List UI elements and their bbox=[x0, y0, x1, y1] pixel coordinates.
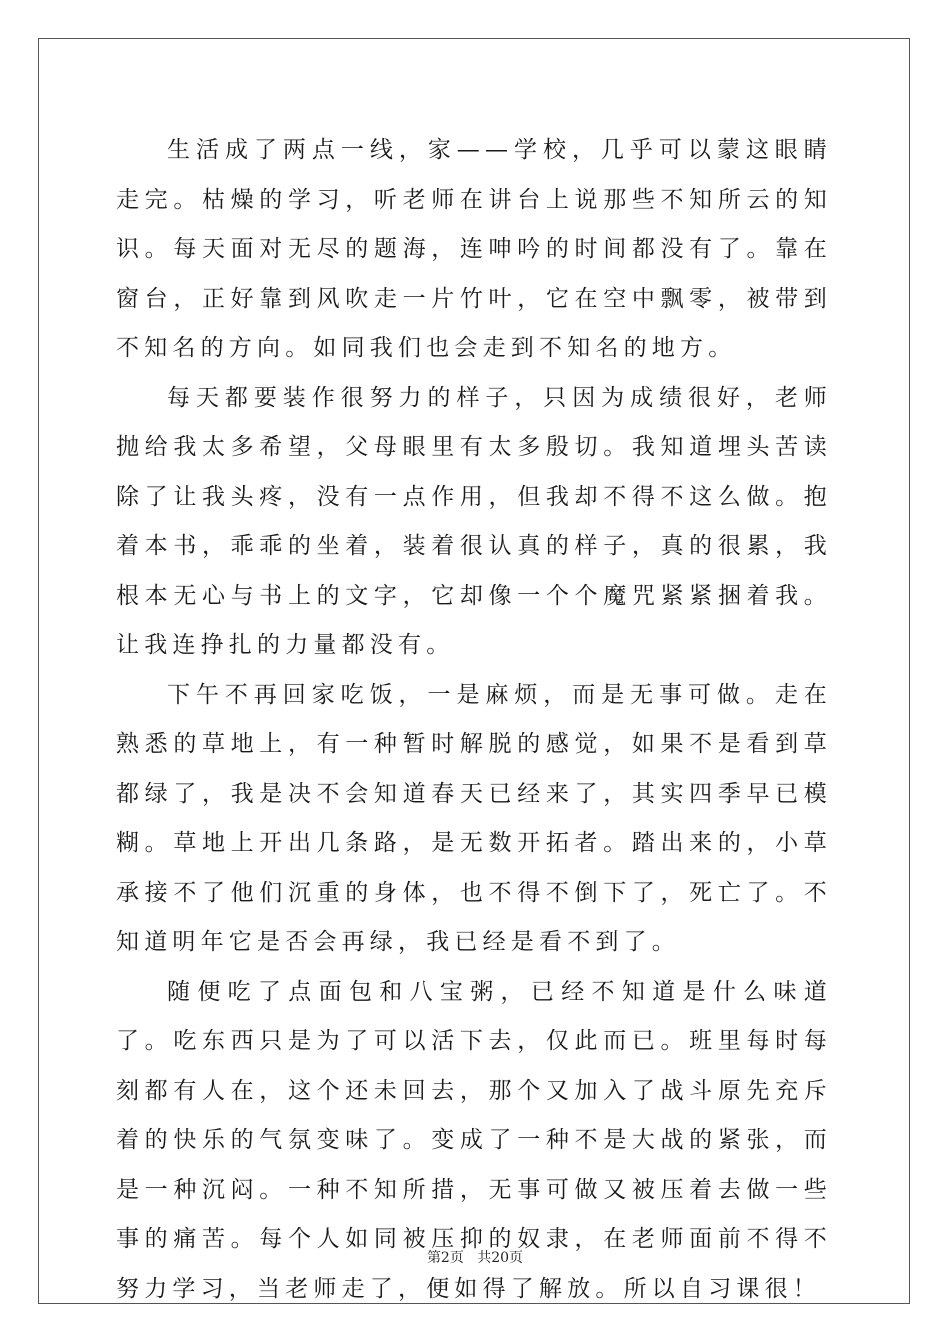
current-page-label: 第2页 bbox=[426, 1250, 464, 1266]
document-body bbox=[116, 126, 832, 1314]
paragraph-1: 生活成了两点一线，家——学校，几乎可以蒙这眼睛走完。枯燥的学习，听老师在讲台上说那些不知所云的知识。每天面对无尽的题海，连呻吟的时间都没有了。靠在窗台，正好靠到风吹走一片竹叶，它在空中飘零，被带到不知名的方向。如同我们也会走到不知名的地方。 bbox=[116, 137, 832, 361]
paragraph-3: 下午不再回家吃饭，一是麻烦，而是无事可做。走在熟悉的草地上，有一种暂时解脱的感觉，如果不是看到草都绿了，我是决不会知道春天已经来了，其实四季早已模糊。草地上开出几条路，是无数开拓者。踏出来的，小草承接不了他们沉重的身体，也不得不倒下了，死亡了。不知道明年它是否会再绿，我已经是看不到了。 bbox=[116, 681, 832, 955]
paragraph-4: 随便吃了点面包和八宝粥，已经不知道是什么味道了。吃东西只是为了可以活下去，仅此而已。班里每时每刻都有人在，这个还未回去，那个又加入了战斗原先充斥着的快乐的气氛变味了。变成了一种不是大战的紧张，而是一种沉闷。一种不知所措，无事可做又被压着去做一些事的痛苦。每个人如同被压抑的奴隶，在老师面前不得不努力学习，当老师走了，便如得了解放。所以自习课很！ bbox=[116, 978, 832, 1302]
paragraph-2: 每天都要装作很努力的样子，只因为成绩很好，老师抛给我太多希望，父母眼里有太多殷切。我知道埋头苦读除了让我头疼，没有一点作用，但我却不得不这么做。抱着本书，乖乖的坐着，装着很认真的样子，真的很累，我根本无心与书上的文字，它却像一个个魔咒紧紧捆着我。让我连挣扎的力量都没有。 bbox=[116, 384, 832, 658]
page-footer bbox=[0, 1249, 950, 1267]
total-pages-label: 共20页 bbox=[477, 1250, 524, 1266]
